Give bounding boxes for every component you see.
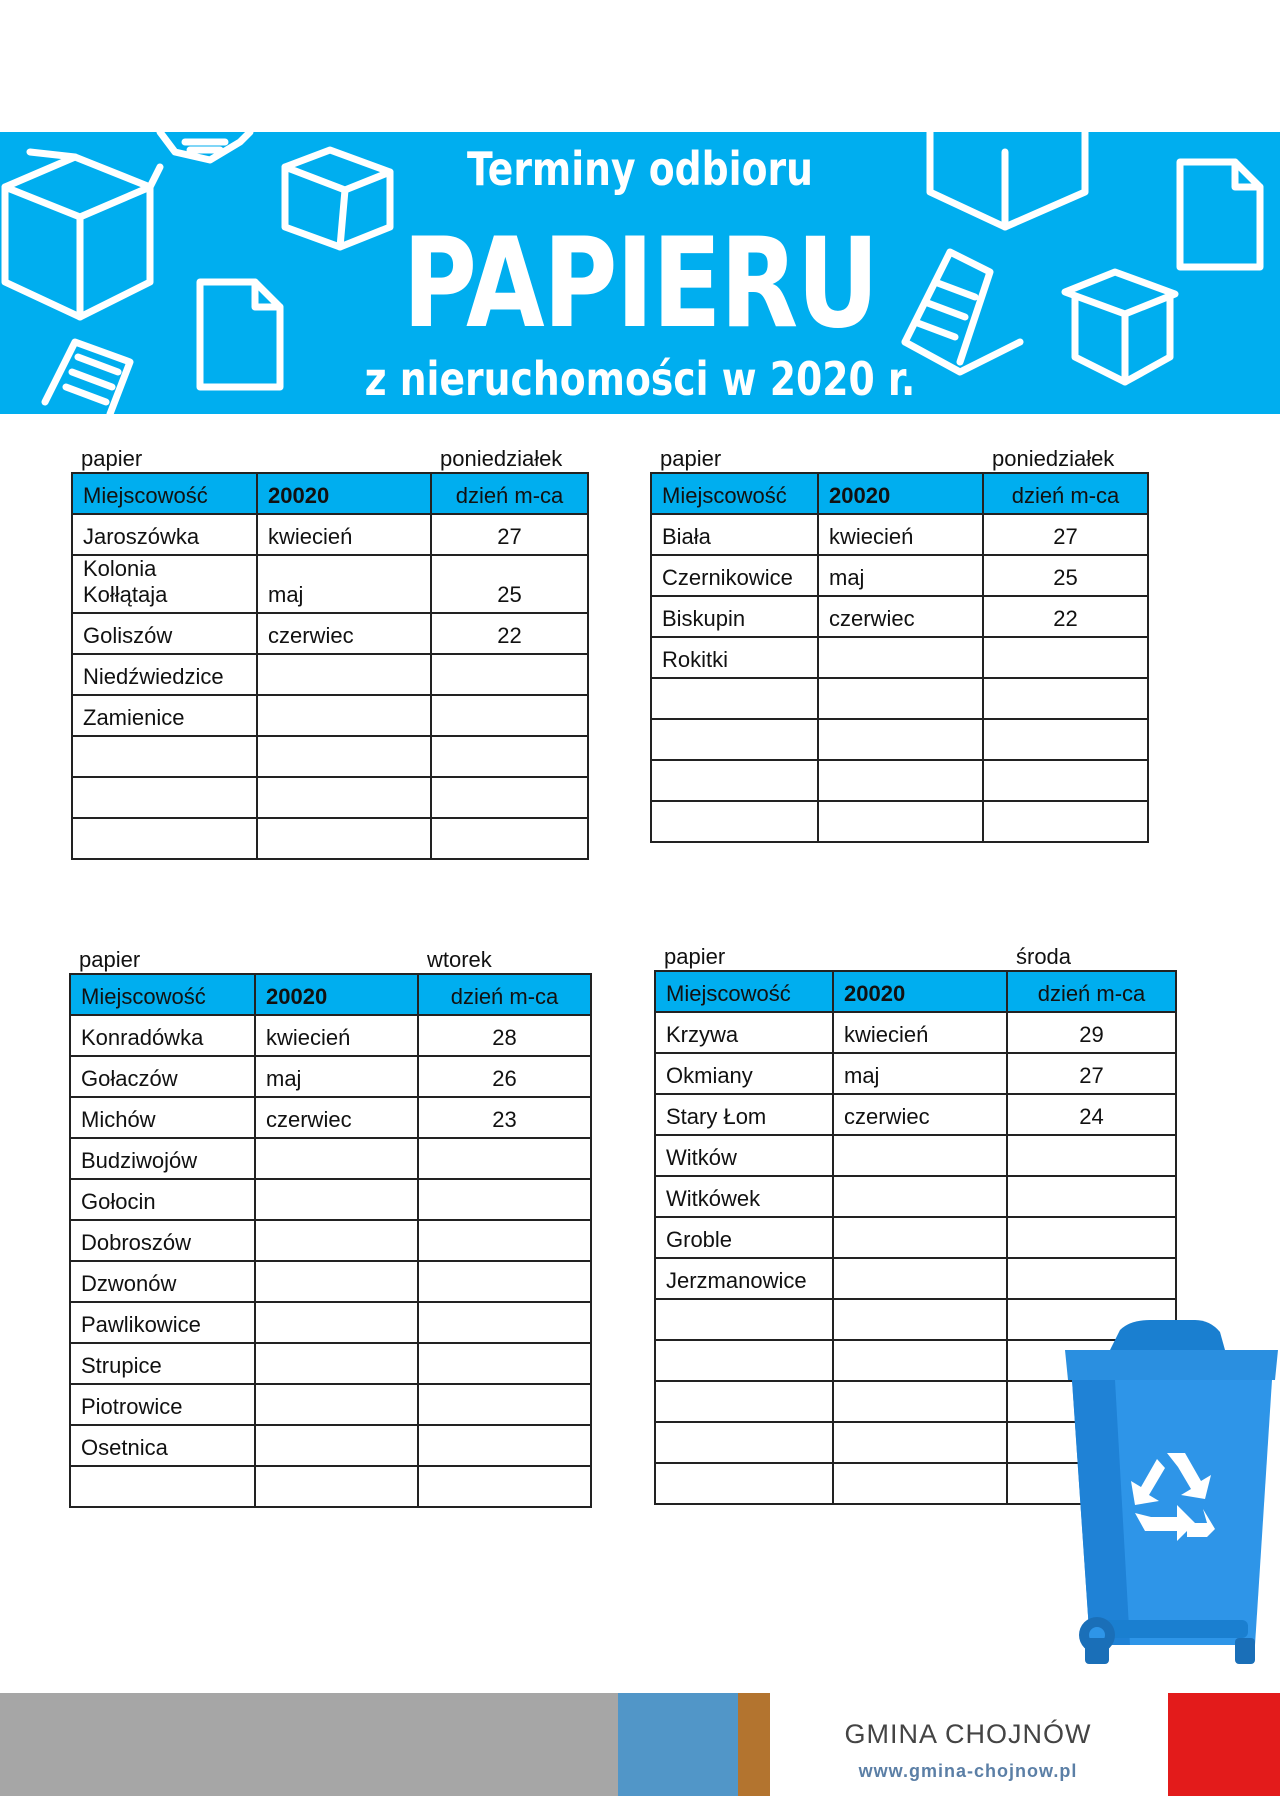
cell-day: 28 <box>418 1015 591 1056</box>
header-year: 20020 <box>833 971 1007 1012</box>
waste-type-label: papier <box>660 446 722 471</box>
cell-place <box>70 1466 255 1507</box>
cell-day: 25 <box>431 555 588 613</box>
cell-place: Czernikowice <box>651 555 818 596</box>
cell-place: Dzwonów <box>70 1261 255 1302</box>
table-header-row <box>70 974 591 1015</box>
table-row <box>72 695 588 736</box>
table-row <box>651 678 1148 719</box>
cell-day <box>418 1179 591 1220</box>
table-row <box>655 1053 1176 1094</box>
cell-day <box>431 654 588 695</box>
table-row <box>70 1179 591 1220</box>
header-place: Miejscowość <box>651 473 818 514</box>
banner-line-1: Terminy odbioru <box>467 142 813 196</box>
cell-month: czerwiec <box>833 1094 1007 1135</box>
cell-day: 24 <box>1007 1094 1176 1135</box>
cell-day <box>431 736 588 777</box>
cell-day: 27 <box>431 514 588 555</box>
cell-month: kwiecień <box>833 1012 1007 1053</box>
table-row <box>72 555 588 613</box>
cell-month <box>255 1261 418 1302</box>
cell-month <box>818 801 983 842</box>
weekday-label: wtorek <box>427 947 492 972</box>
cell-place <box>655 1422 833 1463</box>
cell-month <box>255 1179 418 1220</box>
cell-place: Jerzmanowice <box>655 1258 833 1299</box>
cell-place: Witkówek <box>655 1176 833 1217</box>
cell-day <box>983 637 1148 678</box>
cell-day <box>983 678 1148 719</box>
cell-month: kwiecień <box>818 514 983 555</box>
cell-day <box>418 1220 591 1261</box>
table-row <box>70 1425 591 1466</box>
cell-month <box>255 1425 418 1466</box>
table-header-row <box>651 473 1148 514</box>
waste-type-label: papier <box>81 446 143 471</box>
cell-place: Biskupin <box>651 596 818 637</box>
table-row <box>72 736 588 777</box>
cell-place: Krzywa <box>655 1012 833 1053</box>
cell-place: Pawlikowice <box>70 1302 255 1343</box>
table-row <box>70 1056 591 1097</box>
cell-month: maj <box>257 555 431 613</box>
schedule-block-3 <box>69 947 592 1508</box>
table-row <box>70 1466 591 1507</box>
header-date: dzień m-ca <box>418 974 591 1015</box>
weekday-label: poniedziałek <box>440 446 563 471</box>
cell-place <box>651 801 818 842</box>
cell-day <box>418 1138 591 1179</box>
table-row <box>70 1343 591 1384</box>
cell-place: Kolonia Kołłątaja <box>72 555 257 613</box>
cell-month <box>257 736 431 777</box>
table-row <box>655 1094 1176 1135</box>
header-place: Miejscowość <box>70 974 255 1015</box>
cell-month: kwiecień <box>257 514 431 555</box>
cell-place <box>72 818 257 859</box>
table-row <box>655 1135 1176 1176</box>
table-header-row <box>72 473 588 514</box>
table-row <box>70 1097 591 1138</box>
cell-day <box>418 1466 591 1507</box>
table-row <box>70 1384 591 1425</box>
cell-place: Gołocin <box>70 1179 255 1220</box>
cell-month: maj <box>255 1056 418 1097</box>
cell-day: 26 <box>418 1056 591 1097</box>
cell-place <box>655 1340 833 1381</box>
table-row <box>72 514 588 555</box>
cell-month <box>257 777 431 818</box>
cell-month <box>833 1299 1007 1340</box>
cell-day: 29 <box>1007 1012 1176 1053</box>
table-row <box>655 1176 1176 1217</box>
cell-day: 27 <box>1007 1053 1176 1094</box>
table-row <box>655 1012 1176 1053</box>
cell-month <box>255 1138 418 1179</box>
cell-place <box>655 1299 833 1340</box>
cell-place: Budziwojów <box>70 1138 255 1179</box>
footer <box>0 1693 1280 1796</box>
cell-day: 23 <box>418 1097 591 1138</box>
cell-place <box>72 777 257 818</box>
waste-type-label: papier <box>664 944 726 969</box>
table-row <box>651 760 1148 801</box>
header-year: 20020 <box>818 473 983 514</box>
cell-day <box>431 695 588 736</box>
weekday-label: poniedziałek <box>992 446 1115 471</box>
waste-type-label: papier <box>79 947 141 972</box>
cell-month <box>818 637 983 678</box>
table-row <box>655 1217 1176 1258</box>
cell-place: Jaroszówka <box>72 514 257 555</box>
cell-day <box>983 760 1148 801</box>
cell-month <box>833 1422 1007 1463</box>
cell-month <box>833 1176 1007 1217</box>
cell-month <box>255 1343 418 1384</box>
table-row <box>72 613 588 654</box>
schedule-table <box>650 472 1149 843</box>
table-row <box>651 801 1148 842</box>
banner-line-3: z nieruchomości w 2020 r. <box>364 352 916 406</box>
table-row <box>651 596 1148 637</box>
recycling-bin-icon <box>1060 1320 1280 1665</box>
table-row <box>655 1258 1176 1299</box>
cell-place <box>651 719 818 760</box>
cell-day: 25 <box>983 555 1148 596</box>
cell-month <box>833 1463 1007 1504</box>
cell-place: Okmiany <box>655 1053 833 1094</box>
cell-place <box>651 678 818 719</box>
cell-day <box>1007 1217 1176 1258</box>
footer-brown-band <box>738 1693 770 1796</box>
cell-month <box>833 1340 1007 1381</box>
cell-month <box>255 1220 418 1261</box>
cell-place: Witków <box>655 1135 833 1176</box>
cell-day <box>1007 1135 1176 1176</box>
cell-place <box>72 736 257 777</box>
cell-place: Michów <box>70 1097 255 1138</box>
cell-day <box>418 1384 591 1425</box>
table-row <box>70 1302 591 1343</box>
header-banner <box>0 132 1280 414</box>
cell-place <box>655 1463 833 1504</box>
cell-place: Niedźwiedzice <box>72 654 257 695</box>
cell-place <box>651 760 818 801</box>
table-row <box>72 818 588 859</box>
footer-blue-band <box>618 1693 738 1796</box>
cell-month <box>255 1302 418 1343</box>
header-place: Miejscowość <box>72 473 257 514</box>
cell-month: czerwiec <box>257 613 431 654</box>
cell-day <box>418 1261 591 1302</box>
cell-month <box>818 719 983 760</box>
document-icon <box>1180 162 1260 267</box>
cell-day <box>431 777 588 818</box>
cell-month: kwiecień <box>255 1015 418 1056</box>
cell-day <box>418 1343 591 1384</box>
cell-day <box>1007 1258 1176 1299</box>
table-row <box>70 1220 591 1261</box>
cell-day: 22 <box>431 613 588 654</box>
cell-month <box>257 654 431 695</box>
cell-place: Zamienice <box>72 695 257 736</box>
cell-day <box>1007 1176 1176 1217</box>
table-row <box>651 555 1148 596</box>
table-header-row <box>655 971 1176 1012</box>
cell-month: maj <box>833 1053 1007 1094</box>
weekday-label: środa <box>1016 944 1072 969</box>
table-row <box>70 1015 591 1056</box>
header-place: Miejscowość <box>655 971 833 1012</box>
cell-month <box>833 1258 1007 1299</box>
table-row <box>651 719 1148 760</box>
cell-place: Stary Łom <box>655 1094 833 1135</box>
cell-month: czerwiec <box>255 1097 418 1138</box>
cell-month <box>833 1135 1007 1176</box>
cell-month: maj <box>818 555 983 596</box>
schedule-block-1 <box>71 446 589 860</box>
cell-place: Konradówka <box>70 1015 255 1056</box>
cell-month <box>255 1384 418 1425</box>
table-row <box>70 1261 591 1302</box>
cell-month <box>257 695 431 736</box>
cell-place: Biała <box>651 514 818 555</box>
cell-day: 22 <box>983 596 1148 637</box>
schedule-table <box>69 973 592 1508</box>
cell-day <box>431 818 588 859</box>
header-date: dzień m-ca <box>983 473 1148 514</box>
cell-place <box>655 1381 833 1422</box>
cell-day <box>418 1302 591 1343</box>
banner-title: PAPIERU <box>402 212 878 356</box>
cell-month <box>255 1466 418 1507</box>
cell-day <box>983 801 1148 842</box>
schedule-table <box>71 472 589 860</box>
cell-month <box>818 760 983 801</box>
header-year: 20020 <box>257 473 431 514</box>
cell-place: Osetnica <box>70 1425 255 1466</box>
cell-day <box>983 719 1148 760</box>
footer-gray-band <box>0 1693 618 1796</box>
cell-place: Dobroszów <box>70 1220 255 1261</box>
cell-month <box>818 678 983 719</box>
header-year: 20020 <box>255 974 418 1015</box>
table-row <box>72 654 588 695</box>
cell-place: Rokitki <box>651 637 818 678</box>
cell-day <box>418 1425 591 1466</box>
cell-day: 27 <box>983 514 1148 555</box>
cell-place: Groble <box>655 1217 833 1258</box>
cell-month: czerwiec <box>818 596 983 637</box>
header-date: dzień m-ca <box>1007 971 1176 1012</box>
cell-month <box>257 818 431 859</box>
cell-month <box>833 1217 1007 1258</box>
header-date: dzień m-ca <box>431 473 588 514</box>
cell-place: Strupice <box>70 1343 255 1384</box>
cell-month <box>833 1381 1007 1422</box>
table-row <box>70 1138 591 1179</box>
municipality-name: GMINA CHOJNÓW <box>844 1719 1092 1749</box>
cell-place: Goliszów <box>72 613 257 654</box>
table-row <box>72 777 588 818</box>
cell-place: Gołaczów <box>70 1056 255 1097</box>
municipality-url[interactable]: www.gmina-chojnow.pl <box>858 1761 1078 1781</box>
schedule-block-2 <box>650 446 1149 843</box>
table-row <box>651 637 1148 678</box>
cell-place: Piotrowice <box>70 1384 255 1425</box>
footer-red-band <box>1168 1693 1280 1796</box>
table-row <box>651 514 1148 555</box>
